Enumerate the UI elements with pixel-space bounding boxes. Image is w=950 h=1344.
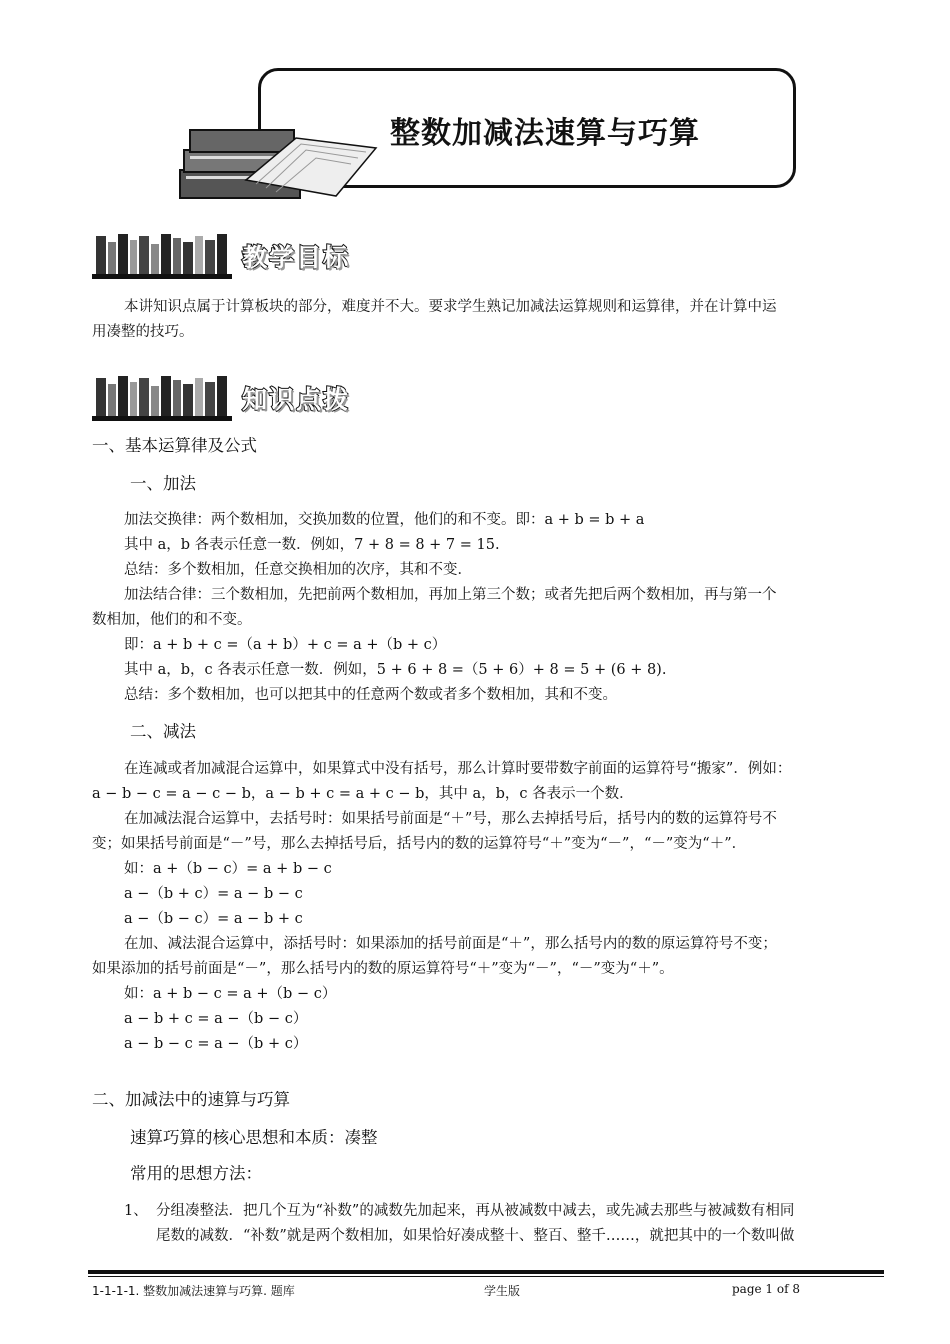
books-illustration [176, 118, 386, 208]
add-line-2: 其中 a，b 各表示任意一数．例如，7 + 8 = 8 + 7 = 15. [124, 537, 500, 553]
sub-line-9: 如果添加的括号前面是“－”，那么括号内的数的原运算符号“＋”变为“－”，“－”变为“＋”。 [92, 961, 674, 977]
sub-line-11: a − b + c = a −（b − c） [124, 1011, 308, 1027]
section-label-knowledge: 知识点拨 [242, 385, 351, 414]
methods-heading: 常用的思想方法： [130, 1164, 262, 1183]
core-idea: 速算巧算的核心思想和本质：凑整 [130, 1128, 378, 1147]
intro-line-2: 用凑整的技巧。 [92, 324, 194, 340]
footer-page-number: page 1 of 8 [732, 1282, 800, 1296]
heading-addition: 一、加法 [130, 474, 196, 493]
footer-center: 学生版 [484, 1284, 521, 1298]
sub-line-6: a −（b + c）= a − b − c [124, 886, 303, 902]
add-line-8: 总结：多个数相加，也可以把其中的任意两个数或者多个数相加，其和不变。 [124, 687, 617, 703]
bookshelf-icon [92, 230, 232, 280]
heading-subtraction: 二、减法 [130, 722, 196, 741]
bookshelf-icon [92, 372, 232, 422]
page-title: 整数加减法速算与巧算 [390, 116, 700, 151]
heading-part1: 一、基本运算律及公式 [92, 436, 257, 455]
section-label-goals: 教学目标 [242, 243, 351, 272]
list-item-line-1: 分组凑整法．把几个互为“补数”的减数先加起来，再从被减数中减去，或先减去那些与被减数有相同 [156, 1203, 795, 1219]
sub-line-7: a −（b − c）= a − b + c [124, 911, 303, 927]
sub-line-1: 在连减或者加减混合运算中，如果算式中没有括号，那么计算时要带数字前面的运算符号“搬家”．例如： [124, 761, 792, 777]
add-line-6: 即：a + b + c =（a + b）+ c = a +（b + c） [124, 637, 447, 653]
sub-line-2: a − b − c = a − c − b，a − b + c = a + c − b，其中 a，b，c 各表示一个数． [92, 786, 634, 802]
add-line-5: 数相加，他们的和不变。 [92, 612, 252, 628]
sub-line-8: 在加、减法混合运算中，添括号时：如果添加的括号前面是“＋”，那么括号内的数的原运算符号不变； [124, 936, 777, 952]
intro-line-1: 本讲知识点属于计算板块的部分，难度并不大。要求学生熟记加减法运算规则和运算律，并在计算中运 [124, 299, 777, 315]
footer-rule-thin [88, 1276, 884, 1277]
sub-line-10: 如：a + b − c = a +（b − c） [124, 986, 337, 1002]
add-line-3: 总结：多个数相加，任意交换相加的次序，其和不变． [124, 562, 472, 578]
add-line-4: 加法结合律：三个数相加，先把前两个数相加，再加上第三个数；或者先把后两个数相加，再与第一个 [124, 587, 777, 603]
section-banner-goals [92, 230, 392, 280]
heading-part2: 二、加减法中的速算与巧算 [92, 1090, 290, 1109]
footer-left: 1-1-1-1. 整数加减法速算与巧算. 题库 [92, 1284, 295, 1298]
add-line-1: 加法交换律：两个数相加，交换加数的位置，他们的和不变。即：a + b = b + a [124, 512, 645, 528]
sub-line-3: 在加减法混合运算中，去括号时：如果括号前面是“＋”号，那么去掉括号后，括号内的数的运算符号不 [124, 811, 777, 827]
list-item-line-2: 尾数的减数．“补数”就是两个数相加，如果恰好凑成整十、整百、整千……，就把其中的一个数叫做 [156, 1228, 795, 1244]
add-line-7: 其中 a，b，c 各表示任意一数．例如，5 + 6 + 8 =（5 + 6）+ 8 = 5 + (6 + 8). [124, 662, 667, 678]
footer-rule-thick [88, 1270, 884, 1274]
sub-line-12: a − b − c = a −（b + c） [124, 1036, 308, 1052]
list-item-number: 1、 [124, 1203, 148, 1219]
sub-line-5: 如：a +（b − c）= a + b − c [124, 861, 332, 877]
sub-line-4: 变；如果括号前面是“－”号，那么去掉括号后，括号内的数的运算符号“＋”变为“－”，“－”变为“＋”． [92, 836, 747, 852]
section-banner-knowledge [92, 372, 392, 422]
